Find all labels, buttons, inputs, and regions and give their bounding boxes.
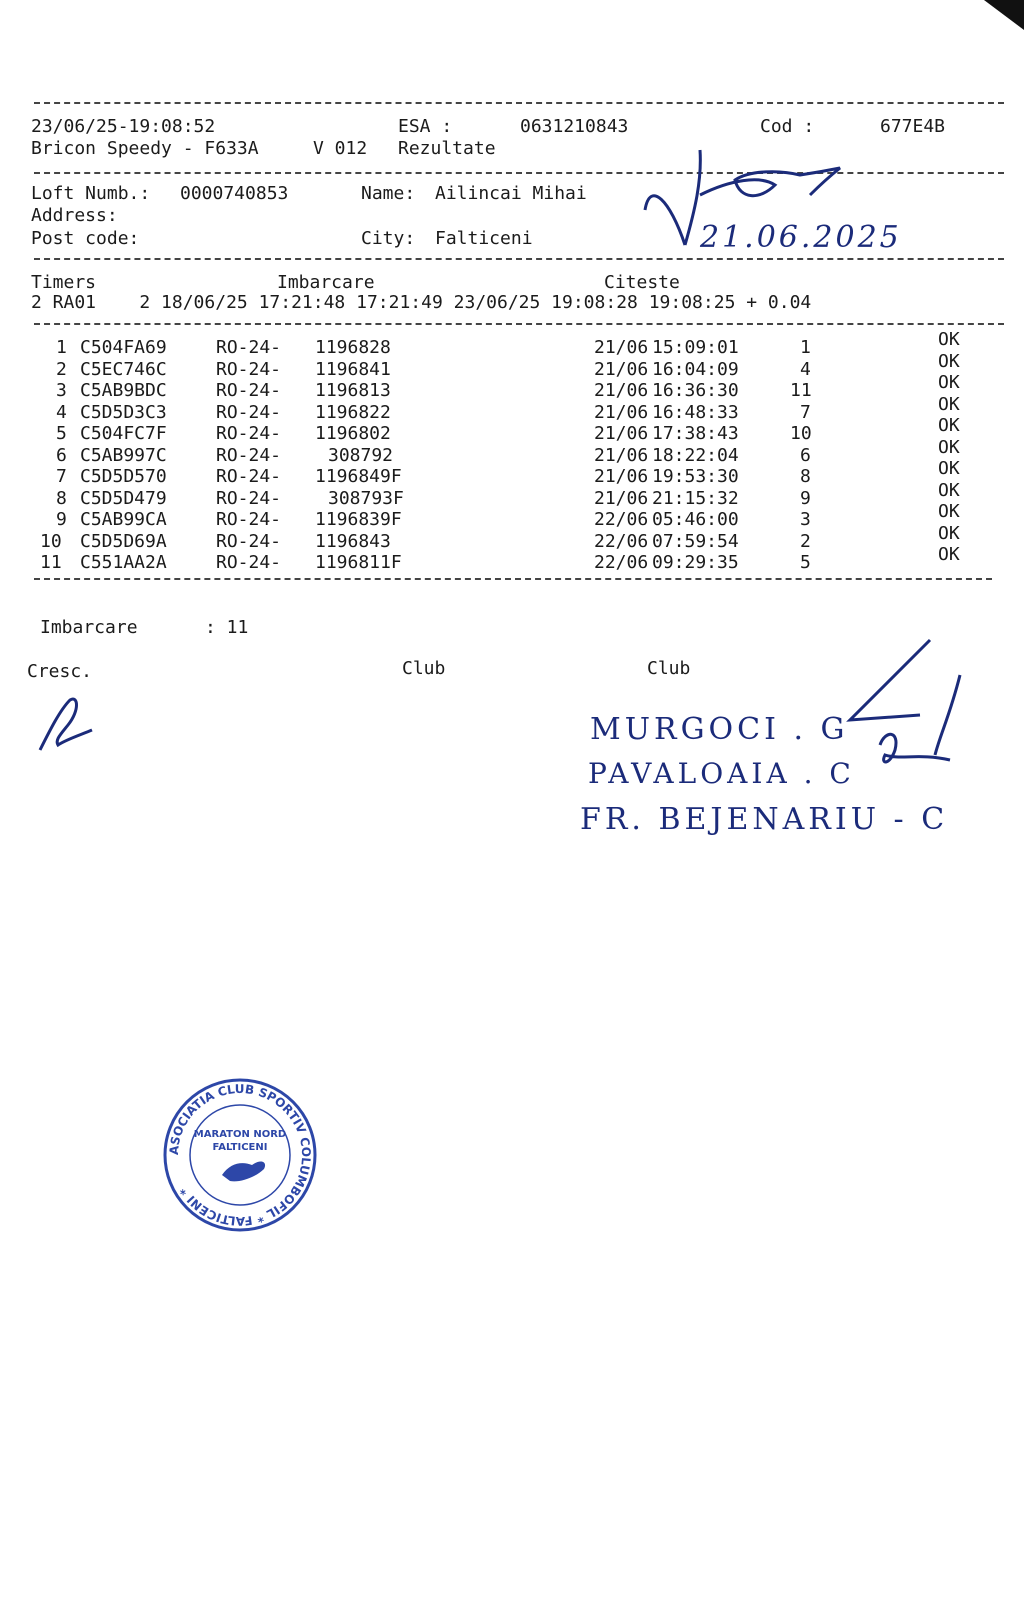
bird-ring-cell: 1196822 [315, 401, 391, 423]
bird-pos-cell: 10 [790, 423, 812, 444]
bird-time-cell: 17:38:43 [652, 423, 739, 444]
bird-date-cell: 21/06 [594, 401, 649, 423]
post-code-label: Post code: [31, 228, 140, 249]
handwritten-date: 21.06.2025 [700, 220, 902, 255]
divider-timers [34, 323, 1004, 325]
bird-time-cell: 15:09:01 [652, 337, 739, 358]
bird-date-cell: 22/06 [594, 552, 649, 573]
bird-status-cell: OK [938, 522, 960, 544]
cod-value: 677E4B [880, 116, 946, 137]
signature-club [840, 635, 980, 795]
cresc-label: Cresc. [27, 661, 93, 682]
bird-chip-cell: C5AB99CA [80, 509, 167, 530]
bird-time-cell: 16:36:30 [652, 380, 739, 401]
timers-label: Timers [31, 272, 97, 293]
bird-chip-cell: C504FC7F [80, 423, 167, 444]
bird-n-cell: 10 [40, 530, 62, 552]
bird-status-cell: OK [938, 393, 960, 415]
bird-ring-cell: 1196849F [315, 466, 402, 487]
bird-chip-cell: C5AB997C [80, 444, 167, 466]
timers-row: 2 RA01 2 18/06/25 17:21:48 17:21:49 23/06/25 19:08:28 19:08:25 + 0.04 [31, 292, 812, 313]
bird-n-cell: 7 [56, 466, 67, 487]
bird-pos-cell: 11 [790, 380, 812, 401]
bird-status-cell: OK [938, 479, 960, 501]
signature-cresc [30, 690, 100, 760]
bird-n-cell: 2 [56, 358, 67, 380]
summary-imbarcare-label: Imbarcare [40, 617, 138, 638]
club-stamp [160, 1075, 320, 1235]
cod-label: Cod : [760, 116, 815, 137]
bird-prefix-cell: RO-24- [216, 509, 282, 530]
bird-prefix-cell: RO-24- [216, 466, 282, 487]
bird-chip-cell: C5D5D479 [80, 487, 167, 509]
bird-n-cell: 6 [56, 444, 67, 466]
name-value: Ailincai Mihai [435, 183, 587, 204]
bird-time-cell: 09:29:35 [652, 552, 739, 573]
handwritten-name-3: FR. BEJENARIU - C [580, 802, 949, 837]
print-datetime: 23/06/25-19:08:52 [31, 116, 216, 137]
bird-pos-cell: 6 [800, 444, 811, 466]
svg-text:MARATON NORD: MARATON NORD [193, 1129, 287, 1140]
bird-status-cell: OK [938, 329, 960, 350]
city-value: Falticeni [435, 228, 533, 249]
bird-n-cell: 3 [56, 380, 67, 401]
bird-ring-cell: 1196811F [315, 552, 402, 573]
bird-chip-cell: C5AB9BDC [80, 380, 167, 401]
name-label: Name: [361, 183, 416, 204]
bird-n-cell: 8 [56, 487, 67, 509]
bird-prefix-cell: RO-24- [216, 380, 282, 401]
city-label: City: [361, 228, 416, 249]
bird-prefix-cell: RO-24- [216, 423, 282, 444]
bird-date-cell: 22/06 [594, 509, 649, 530]
bird-chip-cell: C504FA69 [80, 337, 167, 358]
bird-date-cell: 21/06 [594, 444, 649, 466]
bird-prefix-cell: RO-24- [216, 358, 282, 380]
device-name: Bricon Speedy - F633A [31, 138, 259, 159]
handwritten-name-2: PAVALOAIA . C [588, 757, 855, 790]
loft-number-label: Loft Numb.: [31, 183, 151, 204]
device-version: V 012 [313, 138, 368, 159]
divider-table [34, 578, 992, 580]
club-label-2: Club [647, 658, 691, 679]
bird-status-cell: OK [938, 415, 960, 436]
bird-pos-cell: 7 [800, 401, 811, 423]
bird-n-cell: 5 [56, 423, 67, 444]
bird-status-cell: OK [938, 458, 960, 479]
svg-text:ASOCIATIA CLUB SPORTIV COLUMBO: ASOCIATIA CLUB SPORTIV COLUMBOFIL * FALTICENI * [166, 1081, 314, 1229]
bird-prefix-cell: RO-24- [216, 552, 282, 573]
bird-prefix-cell: RO-24- [216, 444, 282, 466]
bird-pos-cell: 1 [800, 337, 811, 358]
bird-pos-cell: 2 [800, 530, 811, 552]
bird-pos-cell: 3 [800, 509, 811, 530]
bird-time-cell: 07:59:54 [652, 530, 739, 552]
bird-ring-cell: 1196841 [315, 358, 391, 380]
bird-pos-cell: 8 [800, 466, 811, 487]
bird-ring-cell: 1196839F [315, 509, 402, 530]
bird-prefix-cell: RO-24- [216, 337, 282, 358]
bird-chip-cell: C5D5D69A [80, 530, 167, 552]
bird-date-cell: 21/06 [594, 466, 649, 487]
bird-n-cell: 11 [40, 552, 62, 573]
bird-date-cell: 21/06 [594, 358, 649, 380]
bird-status-cell: OK [938, 501, 960, 522]
esa-value: 0631210843 [520, 116, 629, 137]
bird-time-cell: 16:04:09 [652, 358, 739, 380]
bird-date-cell: 21/06 [594, 337, 649, 358]
bird-chip-cell: C551AA2A [80, 552, 167, 573]
bird-time-cell: 19:53:30 [652, 466, 739, 487]
svg-text:FALTICENI: FALTICENI [212, 1142, 268, 1153]
bird-date-cell: 21/06 [594, 487, 649, 509]
bird-ring-cell: 1196802 [315, 423, 391, 444]
report-title: Rezultate [398, 138, 496, 159]
bird-date-cell: 22/06 [594, 530, 649, 552]
bird-prefix-cell: RO-24- [216, 401, 282, 423]
bird-time-cell: 05:46:00 [652, 509, 739, 530]
bird-chip-cell: C5EC746C [80, 358, 167, 380]
timers-imbarcare-label: Imbarcare [277, 272, 375, 293]
bird-date-cell: 21/06 [594, 380, 649, 401]
bird-ring-cell: 308792 [328, 444, 394, 466]
page-corner-shadow [984, 0, 1024, 30]
bird-prefix-cell: RO-24- [216, 487, 282, 509]
bird-ring-cell: 1196813 [315, 380, 391, 401]
bird-pos-cell: 5 [800, 552, 811, 573]
bird-n-cell: 1 [56, 337, 67, 358]
club-label-1: Club [402, 658, 446, 679]
bird-status-cell: OK [938, 372, 960, 393]
bird-n-cell: 9 [56, 509, 67, 530]
handwritten-name-1: MURGOCI . G [590, 712, 849, 747]
bird-pos-cell: 4 [800, 358, 811, 380]
bird-time-cell: 18:22:04 [652, 444, 739, 466]
bird-prefix-cell: RO-24- [216, 530, 282, 552]
bird-status-cell: OK [938, 436, 960, 458]
bird-n-cell: 4 [56, 401, 67, 423]
bird-ring-cell: 308793F [328, 487, 404, 509]
bird-time-cell: 16:48:33 [652, 401, 739, 423]
signature-top [640, 140, 860, 260]
bird-status-cell: OK [938, 544, 960, 565]
bird-pos-cell: 9 [800, 487, 811, 509]
bird-time-cell: 21:15:32 [652, 487, 739, 509]
esa-label: ESA : [398, 116, 453, 137]
timers-citeste-label: Citeste [604, 272, 680, 293]
bird-status-cell: OK [938, 350, 960, 372]
bird-ring-cell: 1196843 [315, 530, 391, 552]
loft-number-value: 0000740853 [180, 183, 289, 204]
bird-date-cell: 21/06 [594, 423, 649, 444]
summary-imbarcare-value: : 11 [205, 617, 249, 638]
address-label: Address: [31, 205, 118, 226]
bird-chip-cell: C5D5D570 [80, 466, 167, 487]
bird-chip-cell: C5D5D3C3 [80, 401, 167, 423]
divider-top [34, 102, 1004, 104]
bird-ring-cell: 1196828 [315, 337, 391, 358]
